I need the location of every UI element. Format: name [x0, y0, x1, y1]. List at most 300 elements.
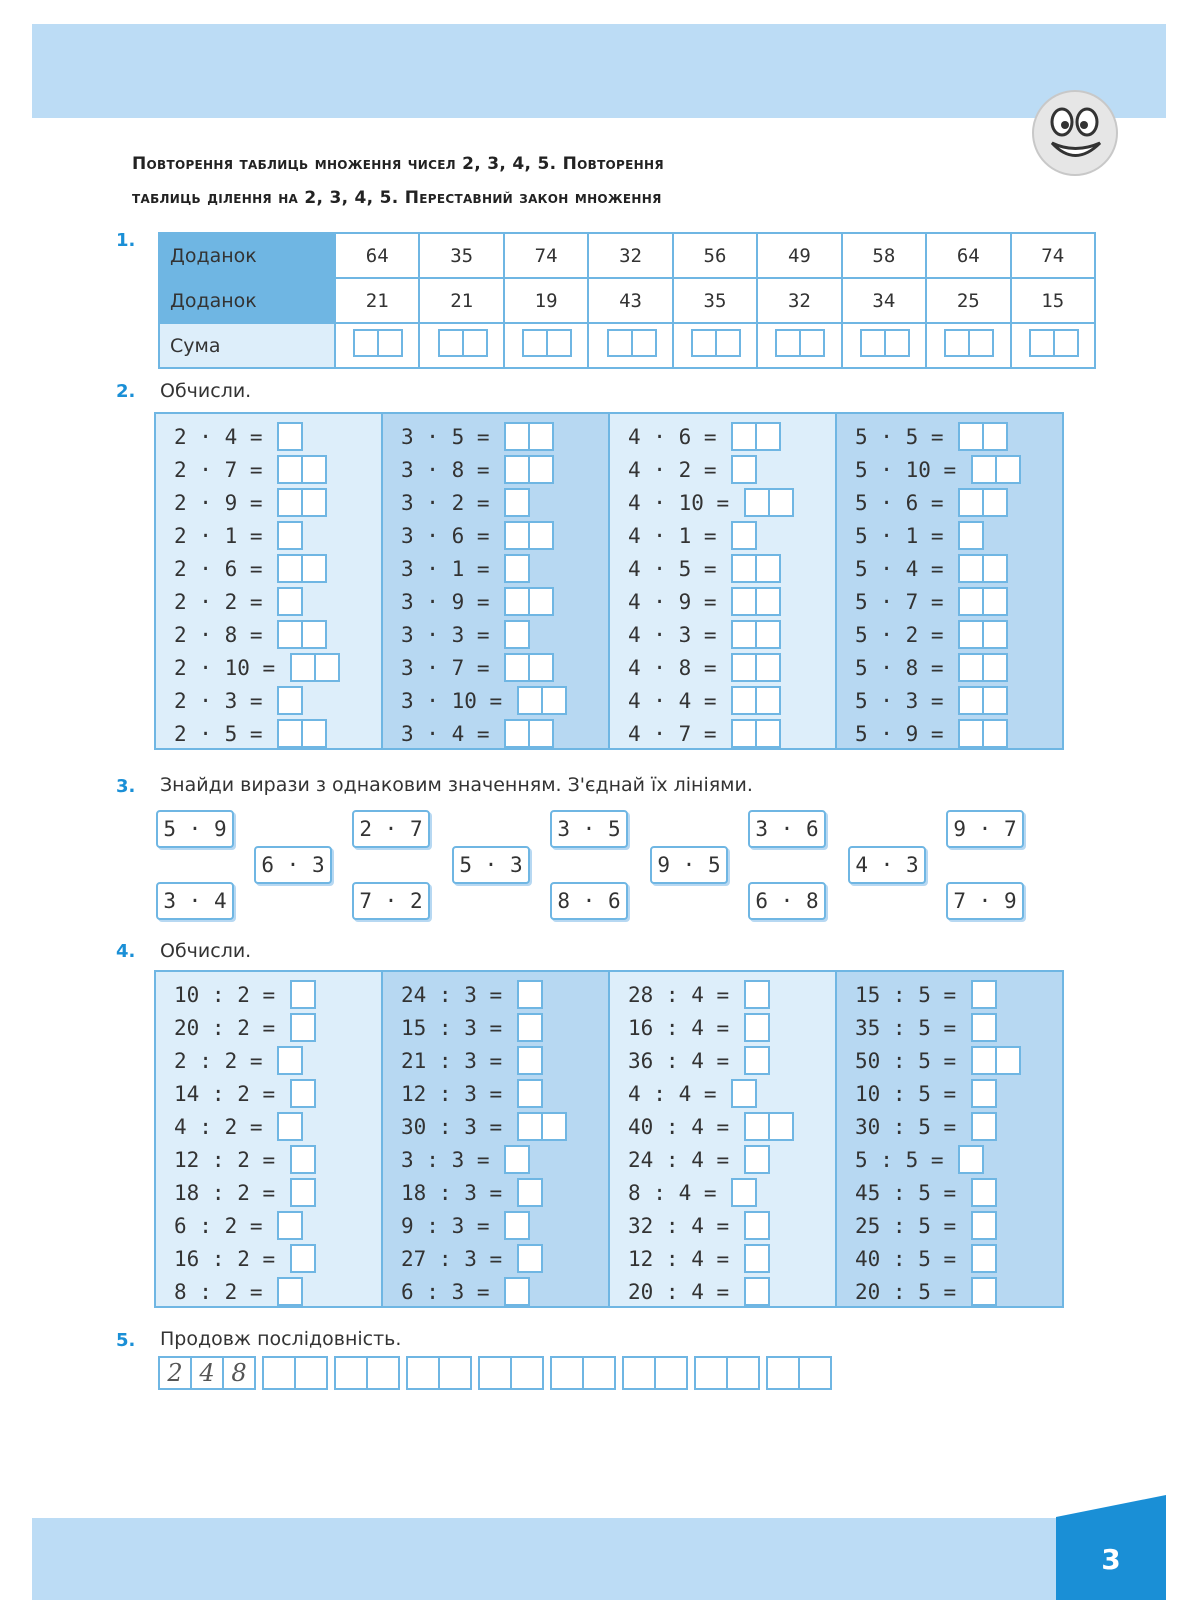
answer-box[interactable] — [504, 719, 530, 748]
expression-chip[interactable]: 7 · 9 — [946, 882, 1024, 920]
expression-text: 5 · 4 = — [855, 556, 957, 581]
sum-answer-cell[interactable] — [504, 323, 588, 368]
expression-row — [855, 651, 1062, 684]
expression-chip[interactable]: 9 · 5 — [650, 846, 728, 884]
expression-text: 16 : 4 = — [628, 1015, 742, 1040]
expression-text: 28 : 4 = — [628, 982, 742, 1007]
expression-row — [628, 978, 835, 1011]
expression-chip[interactable]: 5 · 9 — [156, 810, 234, 848]
expression-text: 3 · 10 = — [401, 688, 515, 713]
answer-box[interactable] — [528, 422, 554, 451]
expression-text: 15 : 3 = — [401, 1015, 515, 1040]
answer-box[interactable] — [277, 455, 303, 484]
task-2-number: 2. — [116, 381, 136, 402]
answer-box[interactable] — [995, 455, 1021, 484]
panel-column — [156, 972, 383, 1306]
answer-box[interactable] — [528, 521, 554, 550]
expression-row — [174, 420, 381, 453]
answer-box[interactable] — [971, 1079, 997, 1108]
expression-text: 3 · 4 = — [401, 721, 503, 746]
answer-box[interactable] — [277, 686, 303, 715]
sum-answer-cell[interactable] — [588, 323, 672, 368]
sequence-answer-cell[interactable] — [694, 1356, 728, 1390]
answer-box[interactable] — [277, 719, 303, 748]
sequence-answer-cell[interactable] — [478, 1356, 512, 1390]
answer-box[interactable] — [277, 521, 303, 550]
expression-text: 3 · 7 = — [401, 655, 503, 680]
expression-text: 6 : 2 = — [174, 1213, 276, 1238]
answer-box[interactable] — [971, 455, 997, 484]
expression-chip[interactable]: 3 · 5 — [550, 810, 628, 848]
answer-box[interactable] — [744, 1244, 770, 1273]
expression-row — [855, 1143, 1062, 1176]
answer-box[interactable] — [958, 1145, 984, 1174]
expression-row — [401, 552, 608, 585]
answer-box[interactable] — [504, 653, 530, 682]
table-cell: 34 — [842, 278, 926, 323]
answer-box[interactable] — [504, 620, 530, 649]
answer-box[interactable] — [958, 521, 984, 550]
answer-box[interactable] — [755, 554, 781, 583]
expression-row — [855, 1275, 1062, 1308]
answer-box[interactable] — [731, 422, 757, 451]
expression-row — [401, 1176, 608, 1209]
answer-box[interactable] — [971, 1244, 997, 1273]
answer-box[interactable] — [290, 1013, 316, 1042]
answer-box[interactable] — [982, 686, 1008, 715]
expression-text: 5 · 7 = — [855, 589, 957, 614]
expression-row — [855, 585, 1062, 618]
answer-box[interactable] — [528, 653, 554, 682]
expression-text: 32 : 4 = — [628, 1213, 742, 1238]
expression-text: 4 · 3 = — [628, 622, 730, 647]
expression-text: 5 · 5 = — [855, 424, 957, 449]
answer-box[interactable] — [768, 488, 794, 517]
answer-box[interactable] — [290, 1145, 316, 1174]
row-header: Доданок — [159, 278, 335, 323]
expression-chip[interactable]: 7 · 2 — [352, 882, 430, 920]
expression-text: 10 : 5 = — [855, 1081, 969, 1106]
expression-row — [628, 1176, 835, 1209]
expression-row — [174, 519, 381, 552]
answer-box[interactable] — [768, 1112, 794, 1141]
expression-text: 5 · 1 = — [855, 523, 957, 548]
expression-chip[interactable]: 6 · 3 — [254, 846, 332, 884]
expression-text: 25 : 5 = — [855, 1213, 969, 1238]
answer-box[interactable] — [301, 488, 327, 517]
expression-row — [401, 1077, 608, 1110]
task-4-label: Обчисли. — [160, 940, 252, 962]
sequence-answer-cell[interactable] — [798, 1356, 832, 1390]
expression-row — [855, 486, 1062, 519]
answer-box[interactable] — [958, 587, 984, 616]
sum-answer-cell[interactable] — [842, 323, 926, 368]
expression-text: 4 · 8 = — [628, 655, 730, 680]
multiplication-panel — [154, 412, 1064, 750]
answer-box[interactable] — [958, 653, 984, 682]
expression-text: 3 · 3 = — [401, 622, 503, 647]
expression-row — [628, 1143, 835, 1176]
expression-row — [174, 1110, 381, 1143]
expression-text: 5 · 9 = — [855, 721, 957, 746]
table-cell: 32 — [757, 278, 841, 323]
panel-column — [837, 414, 1062, 748]
expression-row — [855, 453, 1062, 486]
expression-text: 4 · 1 = — [628, 523, 730, 548]
answer-box[interactable] — [277, 554, 303, 583]
sequence-answer-cell[interactable] — [438, 1356, 472, 1390]
answer-box[interactable] — [744, 488, 770, 517]
expression-text: 21 : 3 = — [401, 1048, 515, 1073]
expression-text: 4 · 5 = — [628, 556, 730, 581]
sequence-answer-cell[interactable] — [262, 1356, 296, 1390]
task-2-label: Обчисли. — [160, 380, 252, 402]
expression-chip[interactable]: 3 · 6 — [748, 810, 826, 848]
sequence-answer-cell[interactable] — [654, 1356, 688, 1390]
expression-row — [628, 1011, 835, 1044]
sum-answer-cell[interactable] — [926, 323, 1010, 368]
answer-box[interactable] — [982, 653, 1008, 682]
expression-text: 5 · 8 = — [855, 655, 957, 680]
expression-row — [401, 1209, 608, 1242]
answer-box[interactable] — [731, 1178, 757, 1207]
expression-chip[interactable]: 9 · 7 — [946, 810, 1024, 848]
table-cell: 35 — [673, 278, 757, 323]
expression-text: 3 · 1 = — [401, 556, 503, 581]
expression-row — [174, 651, 381, 684]
answer-box[interactable] — [731, 587, 757, 616]
answer-box[interactable] — [290, 1178, 316, 1207]
answer-box[interactable] — [277, 1046, 303, 1075]
answer-box[interactable] — [517, 686, 543, 715]
expression-chip[interactable]: 2 · 7 — [352, 810, 430, 848]
expression-row — [628, 618, 835, 651]
answer-box[interactable] — [731, 620, 757, 649]
answer-box[interactable] — [755, 620, 781, 649]
answer-box[interactable] — [517, 1112, 543, 1141]
sequence-answer-cell[interactable] — [294, 1356, 328, 1390]
expression-row — [174, 1011, 381, 1044]
sum-answer-cell[interactable] — [335, 323, 419, 368]
answer-box[interactable] — [982, 422, 1008, 451]
answer-box[interactable] — [504, 554, 530, 583]
answer-box[interactable] — [982, 587, 1008, 616]
answer-box[interactable] — [731, 719, 757, 748]
row-header: Сума — [159, 323, 335, 368]
answer-box[interactable] — [277, 1112, 303, 1141]
expression-row — [628, 651, 835, 684]
expression-row — [174, 486, 381, 519]
answer-box[interactable] — [971, 1277, 997, 1306]
table-cell: 74 — [504, 233, 588, 278]
table-cell: 49 — [757, 233, 841, 278]
expression-text: 5 · 10 = — [855, 457, 969, 482]
expression-row — [174, 717, 381, 750]
answer-box[interactable] — [541, 686, 567, 715]
answer-box[interactable] — [995, 1046, 1021, 1075]
sequence-given-cell: 4 — [190, 1356, 224, 1390]
answer-box[interactable] — [314, 653, 340, 682]
expression-row — [855, 519, 1062, 552]
expression-chip[interactable]: 3 · 4 — [156, 882, 234, 920]
answer-box[interactable] — [290, 980, 316, 1009]
expression-row — [401, 1242, 608, 1275]
expression-text: 3 · 8 = — [401, 457, 503, 482]
expression-row — [628, 1044, 835, 1077]
expression-row — [174, 453, 381, 486]
task-5-number: 5. — [116, 1330, 136, 1351]
expression-row — [401, 684, 608, 717]
sequence-answer-cell[interactable] — [582, 1356, 616, 1390]
task-3-label: Знайди вирази з однаковим значенням. З'єднай їх лініями. — [160, 774, 753, 796]
task-5-label: Продовж послідовність. — [160, 1328, 402, 1350]
expression-text: 35 : 5 = — [855, 1015, 969, 1040]
expression-row — [401, 585, 608, 618]
sequence-answer-cell[interactable] — [550, 1356, 584, 1390]
expression-row — [855, 618, 1062, 651]
answer-box[interactable] — [528, 719, 554, 748]
answer-box[interactable] — [517, 1244, 543, 1273]
answer-box[interactable] — [517, 1013, 543, 1042]
smiley-icon — [1030, 88, 1120, 178]
answer-box[interactable] — [731, 521, 757, 550]
expression-text: 12 : 2 = — [174, 1147, 288, 1172]
answer-box[interactable] — [982, 488, 1008, 517]
answer-box[interactable] — [744, 1145, 770, 1174]
expression-text: 4 · 10 = — [628, 490, 742, 515]
answer-box[interactable] — [744, 980, 770, 1009]
answer-box[interactable] — [517, 1178, 543, 1207]
expression-text: 2 · 8 = — [174, 622, 276, 647]
expression-text: 27 : 3 = — [401, 1246, 515, 1271]
table-cell: 35 — [419, 233, 503, 278]
expression-text: 30 : 3 = — [401, 1114, 515, 1139]
answer-box[interactable] — [744, 1112, 770, 1141]
answer-box[interactable] — [290, 653, 316, 682]
expression-text: 3 : 3 = — [401, 1147, 503, 1172]
expression-row — [628, 684, 835, 717]
answer-box[interactable] — [277, 422, 303, 451]
sequence-row — [158, 1356, 830, 1390]
answer-box[interactable] — [504, 1277, 530, 1306]
task-4-number: 4. — [116, 941, 136, 962]
expression-row — [174, 1143, 381, 1176]
expression-text: 18 : 2 = — [174, 1180, 288, 1205]
answer-box[interactable] — [528, 455, 554, 484]
answer-box[interactable] — [971, 1112, 997, 1141]
sequence-answer-cell[interactable] — [406, 1356, 440, 1390]
sum-answer-cell[interactable] — [673, 323, 757, 368]
table-cell: 15 — [1011, 278, 1096, 323]
expression-text: 45 : 5 = — [855, 1180, 969, 1205]
answer-box[interactable] — [541, 1112, 567, 1141]
sum-answer-cell[interactable] — [419, 323, 503, 368]
table-cell: 25 — [926, 278, 1010, 323]
sum-answer-cell[interactable] — [757, 323, 841, 368]
answer-box[interactable] — [517, 980, 543, 1009]
answer-box[interactable] — [755, 587, 781, 616]
expression-text: 30 : 5 = — [855, 1114, 969, 1139]
page-number: 3 — [1101, 1542, 1121, 1576]
sequence-answer-cell[interactable] — [726, 1356, 760, 1390]
expression-row — [401, 1275, 608, 1308]
answer-box[interactable] — [971, 1046, 997, 1075]
answer-box[interactable] — [517, 1079, 543, 1108]
task-1-number: 1. — [116, 230, 136, 251]
division-panel — [154, 970, 1064, 1308]
expression-text: 4 : 2 = — [174, 1114, 276, 1139]
expression-row — [855, 1110, 1062, 1143]
expression-text: 2 · 10 = — [174, 655, 288, 680]
answer-box[interactable] — [971, 1013, 997, 1042]
answer-box[interactable] — [731, 686, 757, 715]
sequence-answer-cell[interactable] — [622, 1356, 656, 1390]
expression-row — [401, 1110, 608, 1143]
expression-text: 6 : 3 = — [401, 1279, 503, 1304]
answer-box[interactable] — [290, 1079, 316, 1108]
expression-row — [174, 684, 381, 717]
answer-box[interactable] — [731, 455, 757, 484]
panel-column — [610, 972, 837, 1306]
answer-box[interactable] — [277, 488, 303, 517]
table-row — [159, 323, 1095, 368]
expression-text: 8 : 2 = — [174, 1279, 276, 1304]
expression-row — [855, 1011, 1062, 1044]
table-cell: 19 — [504, 278, 588, 323]
answer-box[interactable] — [744, 1046, 770, 1075]
expression-text: 2 : 2 = — [174, 1048, 276, 1073]
answer-box[interactable] — [958, 554, 984, 583]
answer-box[interactable] — [517, 1046, 543, 1075]
answer-box[interactable] — [731, 653, 757, 682]
answer-box[interactable] — [971, 1178, 997, 1207]
expression-text: 5 · 2 = — [855, 622, 957, 647]
answer-box[interactable] — [290, 1244, 316, 1273]
expression-chip[interactable]: 8 · 6 — [550, 882, 628, 920]
expression-text: 5 · 6 = — [855, 490, 957, 515]
expression-row — [628, 1077, 835, 1110]
expression-text: 4 · 6 = — [628, 424, 730, 449]
answer-box[interactable] — [731, 1079, 757, 1108]
panel-column — [837, 972, 1062, 1306]
answer-box[interactable] — [744, 1277, 770, 1306]
answer-box[interactable] — [504, 455, 530, 484]
sequence-answer-cell[interactable] — [334, 1356, 368, 1390]
sum-answer-cell[interactable] — [1011, 323, 1096, 368]
sequence-answer-cell[interactable] — [510, 1356, 544, 1390]
answer-box[interactable] — [504, 1211, 530, 1240]
expression-text: 36 : 4 = — [628, 1048, 742, 1073]
table-cell: 64 — [926, 233, 1010, 278]
table-cell: 64 — [335, 233, 419, 278]
answer-box[interactable] — [755, 686, 781, 715]
answer-box[interactable] — [301, 719, 327, 748]
expression-row — [174, 1209, 381, 1242]
answer-box[interactable] — [755, 422, 781, 451]
table-cell: 32 — [588, 233, 672, 278]
answer-box[interactable] — [731, 554, 757, 583]
sequence-given-cell: 8 — [222, 1356, 256, 1390]
answer-box[interactable] — [971, 980, 997, 1009]
answer-box[interactable] — [744, 1013, 770, 1042]
answer-box[interactable] — [277, 1211, 303, 1240]
answer-box[interactable] — [277, 620, 303, 649]
expression-row — [174, 1176, 381, 1209]
expression-row — [855, 1242, 1062, 1275]
sequence-answer-cell[interactable] — [366, 1356, 400, 1390]
expression-text: 2 · 6 = — [174, 556, 276, 581]
answer-box[interactable] — [958, 620, 984, 649]
answer-box[interactable] — [504, 521, 530, 550]
expression-chip[interactable]: 6 · 8 — [748, 882, 826, 920]
addition-table — [158, 232, 1096, 369]
answer-box[interactable] — [528, 587, 554, 616]
answer-box[interactable] — [755, 719, 781, 748]
answer-box[interactable] — [301, 455, 327, 484]
answer-box[interactable] — [958, 686, 984, 715]
answer-box[interactable] — [504, 587, 530, 616]
task-3-number: 3. — [116, 776, 136, 797]
expression-chip[interactable]: 4 · 3 — [848, 846, 926, 884]
expression-text: 14 : 2 = — [174, 1081, 288, 1106]
expression-row — [174, 978, 381, 1011]
expression-text: 4 : 4 = — [628, 1081, 730, 1106]
answer-box[interactable] — [958, 488, 984, 517]
answer-box[interactable] — [277, 1277, 303, 1306]
answer-box[interactable] — [301, 620, 327, 649]
expression-text: 20 : 5 = — [855, 1279, 969, 1304]
answer-box[interactable] — [744, 1211, 770, 1240]
answer-box[interactable] — [504, 488, 530, 517]
answer-box[interactable] — [958, 719, 984, 748]
expression-row — [401, 1143, 608, 1176]
expression-row — [174, 1077, 381, 1110]
expression-row — [174, 585, 381, 618]
expression-text: 2 · 1 = — [174, 523, 276, 548]
expression-text: 20 : 4 = — [628, 1279, 742, 1304]
answer-box[interactable] — [301, 554, 327, 583]
expression-row — [401, 717, 608, 750]
answer-box[interactable] — [277, 587, 303, 616]
expression-row — [628, 1110, 835, 1143]
answer-box[interactable] — [755, 653, 781, 682]
expression-chip[interactable]: 5 · 3 — [452, 846, 530, 884]
panel-column — [610, 414, 837, 748]
expression-row — [401, 486, 608, 519]
expression-text: 10 : 2 = — [174, 982, 288, 1007]
sequence-answer-cell[interactable] — [766, 1356, 800, 1390]
expression-row — [628, 453, 835, 486]
answer-box[interactable] — [504, 1145, 530, 1174]
expression-row — [628, 1275, 835, 1308]
answer-box[interactable] — [982, 620, 1008, 649]
expression-row — [174, 1275, 381, 1308]
answer-box[interactable] — [958, 422, 984, 451]
expression-row — [855, 684, 1062, 717]
expression-text: 2 · 4 = — [174, 424, 276, 449]
answer-box[interactable] — [982, 554, 1008, 583]
expression-text: 16 : 2 = — [174, 1246, 288, 1271]
answer-box[interactable] — [971, 1211, 997, 1240]
expression-row — [401, 1011, 608, 1044]
expression-text: 3 · 5 = — [401, 424, 503, 449]
expression-row — [401, 978, 608, 1011]
answer-box[interactable] — [504, 422, 530, 451]
expression-row — [401, 453, 608, 486]
expression-row — [628, 552, 835, 585]
answer-box[interactable] — [982, 719, 1008, 748]
expression-text: 3 · 9 = — [401, 589, 503, 614]
